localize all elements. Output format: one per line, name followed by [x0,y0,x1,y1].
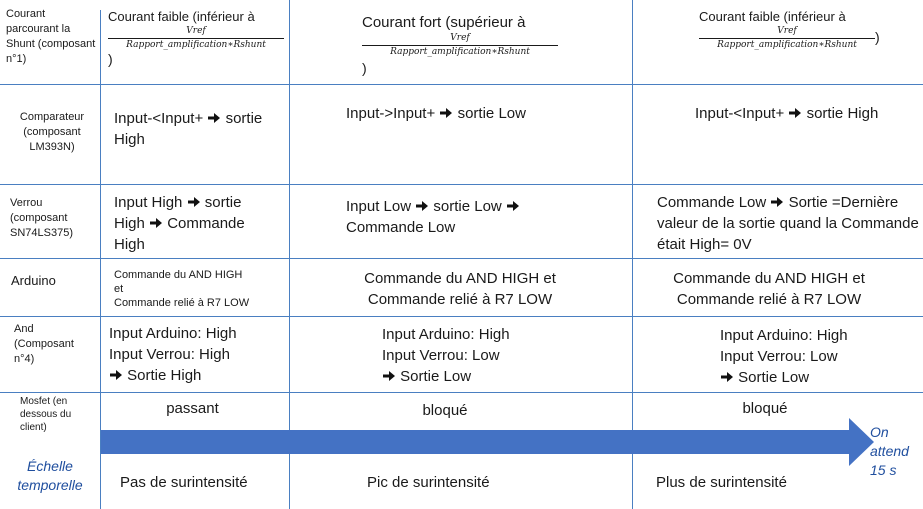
verrou-command: Commande Low [346,219,456,236]
echelle-cell-3: Plus de surintensité [656,474,787,491]
arrow-right-icon [109,369,123,381]
verrou-input: Input Low [346,198,412,215]
courant-cell-3 [699,8,884,51]
verrou-cell-1 [114,192,274,255]
fraction-numerator: Vref [186,26,206,36]
verrou-output: sortie High [114,194,242,232]
formula-fraction [108,26,284,51]
grid-line [0,258,923,259]
arrow-right-icon [415,200,429,212]
comparateur-result: sortie High [806,105,879,122]
verrou-command: Commande Low [657,194,767,211]
arrow-right-icon [770,196,784,208]
row-label-verrou: Verrou (composant SN74LS375) [10,197,73,239]
arduino-line: Commande relié à R7 LOW [367,291,553,308]
comparateur-cell-1 [114,108,286,150]
verrou-cell-2 [346,196,556,238]
arrow-right-icon [149,217,163,229]
courant-cell-2 [362,12,562,79]
row-label-comparateur: Comparateur (composant LM393N) [19,111,85,153]
arrow-right-icon [187,196,201,208]
grid-line [0,184,923,185]
mosfet-cell-1: passant [166,400,219,417]
grid-line [0,392,923,393]
formula-fraction [362,33,558,58]
and-result: Sortie Low [738,369,810,386]
fraction-numerator: Vref [777,26,797,36]
comparateur-result: sortie High [114,110,263,148]
comparateur-condition: Input->Input+ [346,105,436,122]
courant-text: Courant faible (inférieur à [108,9,255,24]
comparateur-condition: Input-<Input+ [695,105,785,122]
row-label-arduino: Arduino [11,273,56,288]
arduino-line: Commande relié à R7 LOW [114,297,250,309]
fraction-numerator: Vref [450,33,470,43]
comparateur-condition: Input-<Input+ [114,110,204,127]
and-cell-2 [382,324,582,387]
and-line: Input Arduino: High [109,325,237,342]
fraction-denominator: Rapport_amplification∗Rshunt [390,47,530,57]
arrow-right-icon [207,112,221,124]
and-cell-3 [720,325,910,388]
comparateur-cell-3 [695,103,895,124]
arduino-cell-2 [300,268,620,310]
courant-cell-1 [108,8,288,68]
arrow-right-icon [439,107,453,119]
arduino-cell-3 [640,268,898,310]
echelle-cell-2: Pic de surintensité [367,474,490,491]
fraction-denominator: Rapport_amplification∗Rshunt [717,40,857,50]
mosfet-cell-3: bloqué [742,400,788,417]
courant-text: Courant fort (supérieur à [362,14,526,31]
echelle-cell-1: Pas de surintensité [120,474,248,491]
row-label-mosfet: Mosfet (en dessous du client) [20,396,72,433]
and-cell-1 [109,323,289,386]
and-result: Sortie Low [400,368,472,385]
verrou-cell-3 [657,192,919,255]
arduino-line: Commande du AND HIGH et [673,270,865,287]
grid-line [0,316,923,317]
and-line: Input Arduino: High [382,326,510,343]
closing-paren: ) [875,28,880,45]
arduino-line: Commande du AND HIGH et [364,270,556,287]
arrow-right-icon [506,200,520,212]
and-line: Input Arduino: High [720,327,848,344]
arduino-cell-1 [114,268,289,310]
comparateur-cell-2 [346,103,546,124]
comparateur-result: sortie Low [457,105,526,122]
fraction-denominator: Rapport_amplification∗Rshunt [126,40,266,50]
closing-paren: ) [108,51,113,67]
and-line: Input Verrou: Low [720,348,838,365]
closing-paren: ) [362,60,367,76]
arrow-right-icon [720,371,734,383]
timeline-scale-label: Échelle temporelle [17,458,83,493]
verrou-input: Input High [114,194,183,211]
and-line: Input Verrou: Low [382,347,500,364]
verrou-output: Sortie =Dernière valeur de la sortie quand la Commande était High= 0V [657,194,919,253]
row-label-courant: Courant parcourant la Shunt (composant n°1) [6,8,96,65]
and-result: Sortie High [127,367,202,384]
arduino-line: Commande du AND HIGH [114,269,243,281]
verrou-output: sortie Low [433,198,502,215]
and-line: Input Verrou: High [109,346,230,363]
formula-fraction [699,26,875,51]
courant-text: Courant faible (inférieur à [699,9,846,24]
arduino-line: et [114,283,124,295]
row-label-and: And (Composant n°4) [14,323,74,365]
grid-line [0,84,923,85]
mosfet-cell-2: bloqué [422,402,468,419]
arrow-right-icon [382,370,396,382]
arrow-right-icon [788,107,802,119]
arduino-line: Commande relié à R7 LOW [676,291,862,308]
verrou-command: Commande High [114,215,245,253]
timeline-end-label: On attend 15 s [870,424,909,478]
timeline-arrow [101,416,874,468]
